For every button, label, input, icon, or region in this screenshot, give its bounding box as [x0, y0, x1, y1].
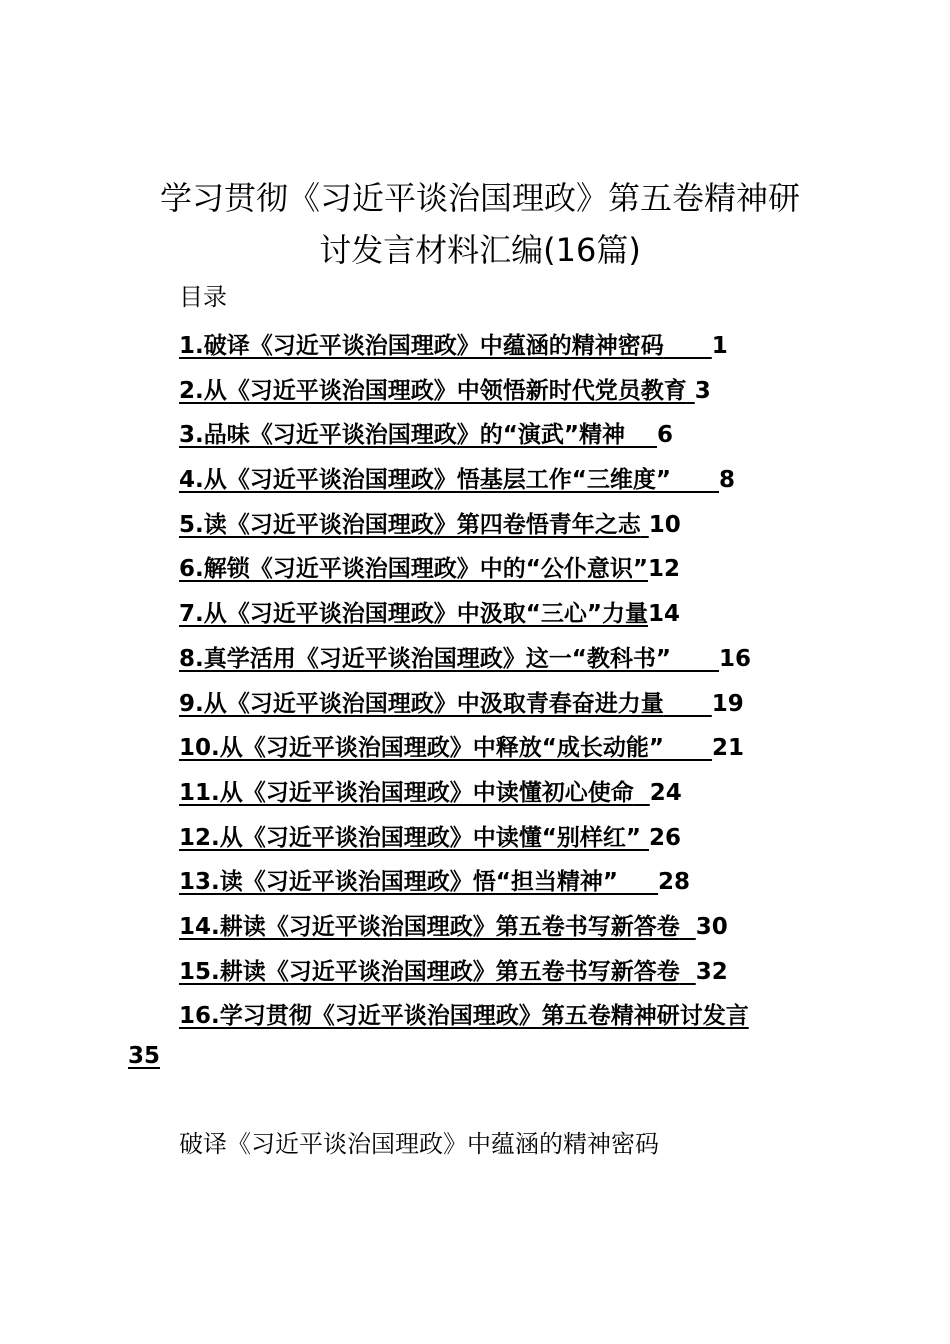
toc-entry-page: 3 [694, 377, 711, 404]
section-title: 破译《习近平谈治国理政》中蕴涵的精神密码 [179, 1130, 659, 1158]
toc-entry-8[interactable] [179, 637, 819, 682]
toc-entry-2[interactable] [179, 369, 819, 414]
title-line-2: 讨发言材料汇编(16篇) [319, 231, 641, 269]
toc-entry-11[interactable] [179, 771, 819, 816]
toc-entry-13[interactable] [179, 860, 819, 905]
toc-entry-7[interactable] [179, 592, 819, 637]
toc-entry-16[interactable] [179, 994, 819, 1039]
toc-entry-text: 16.学习贯彻《习近平谈治国理政》第五卷精神研讨发言 [179, 1003, 749, 1030]
toc-entry-text: 5.读《习近平谈治国理政》第四卷悟青年之志 [179, 511, 641, 538]
toc-entry-page: 16 [719, 645, 752, 672]
toc-entry-text: 9.从《习近平谈治国理政》中汲取青春奋进力量 [179, 690, 664, 717]
toc-entry-text: 8.真学活用《习近平谈治国理政》这一“教科书” [179, 645, 671, 672]
toc-entry-3[interactable] [179, 413, 819, 458]
toc-entry-page: 21 [712, 735, 745, 762]
toc-entry-9[interactable] [179, 682, 819, 727]
toc-entry-text: 10.从《习近平谈治国理政》中释放“成长动能” [179, 735, 664, 762]
toc-entry-text: 1.破译《习近平谈治国理政》中蕴涵的精神密码 [179, 333, 664, 359]
toc-entry-page: 28 [658, 869, 691, 896]
toc-entry-text: 14.耕读《习近平谈治国理政》第五卷书写新答卷 [179, 913, 680, 940]
toc-entry-page: 14 [647, 601, 680, 628]
toc-entry-page: 10 [648, 511, 681, 538]
toc-entry-text: 11.从《习近平谈治国理政》中读懂初心使命 [179, 779, 634, 806]
toc-entry-14[interactable] [179, 905, 819, 950]
document-title [100, 172, 860, 276]
toc-entry-text: 6.解锁《习近平谈治国理政》中的“公仆意识” [179, 556, 648, 583]
toc-entry-text: 15.耕读《习近平谈治国理政》第五卷书写新答卷 [179, 958, 680, 985]
toc-entry-text: 12.从《习近平谈治国理政》中读懂“别样红” [179, 824, 641, 851]
toc-entry-10[interactable] [179, 726, 819, 771]
toc-entry-4[interactable] [179, 458, 819, 503]
toc-entry-6[interactable] [179, 547, 819, 592]
toc-entry-page: 8 [719, 467, 736, 494]
toc-entry-text: 7.从《习近平谈治国理政》中汲取“三心”力量 [179, 601, 648, 628]
toc-entry-page: 12 [647, 556, 680, 583]
toc-entry-page: 32 [695, 958, 728, 985]
title-line-1: 学习贯彻《习近平谈治国理政》第五卷精神研 [159, 179, 800, 217]
toc-entry-text: 2.从《习近平谈治国理政》中领悟新时代党员教育 [179, 377, 687, 404]
toc-entry-page: 30 [695, 913, 728, 940]
toc-entry-15[interactable] [179, 950, 819, 995]
toc-entry-text: 13.读《习近平谈治国理政》悟“担当精神” [179, 869, 618, 896]
toc-entry-page: 19 [711, 690, 744, 717]
toc-entry-page: 26 [649, 824, 682, 851]
toc-entry-text: 3.品味《习近平谈治国理政》的“演武”精神 [179, 422, 625, 449]
toc-entry-page: 24 [649, 779, 682, 806]
toc-entry-text: 4.从《习近平谈治国理政》悟基层工作“三维度” [179, 467, 671, 494]
toc-entry-12[interactable] [179, 816, 819, 861]
toc-entry-page: 1 [711, 333, 728, 359]
toc-entry-page: 6 [657, 422, 674, 449]
toc-entry-5[interactable] [179, 503, 819, 548]
table-of-contents [179, 324, 819, 1039]
toc-heading: 目录 [179, 283, 227, 311]
toc-entry-16-page[interactable]: 35 [128, 1043, 161, 1069]
toc-entry-1[interactable] [179, 324, 819, 369]
